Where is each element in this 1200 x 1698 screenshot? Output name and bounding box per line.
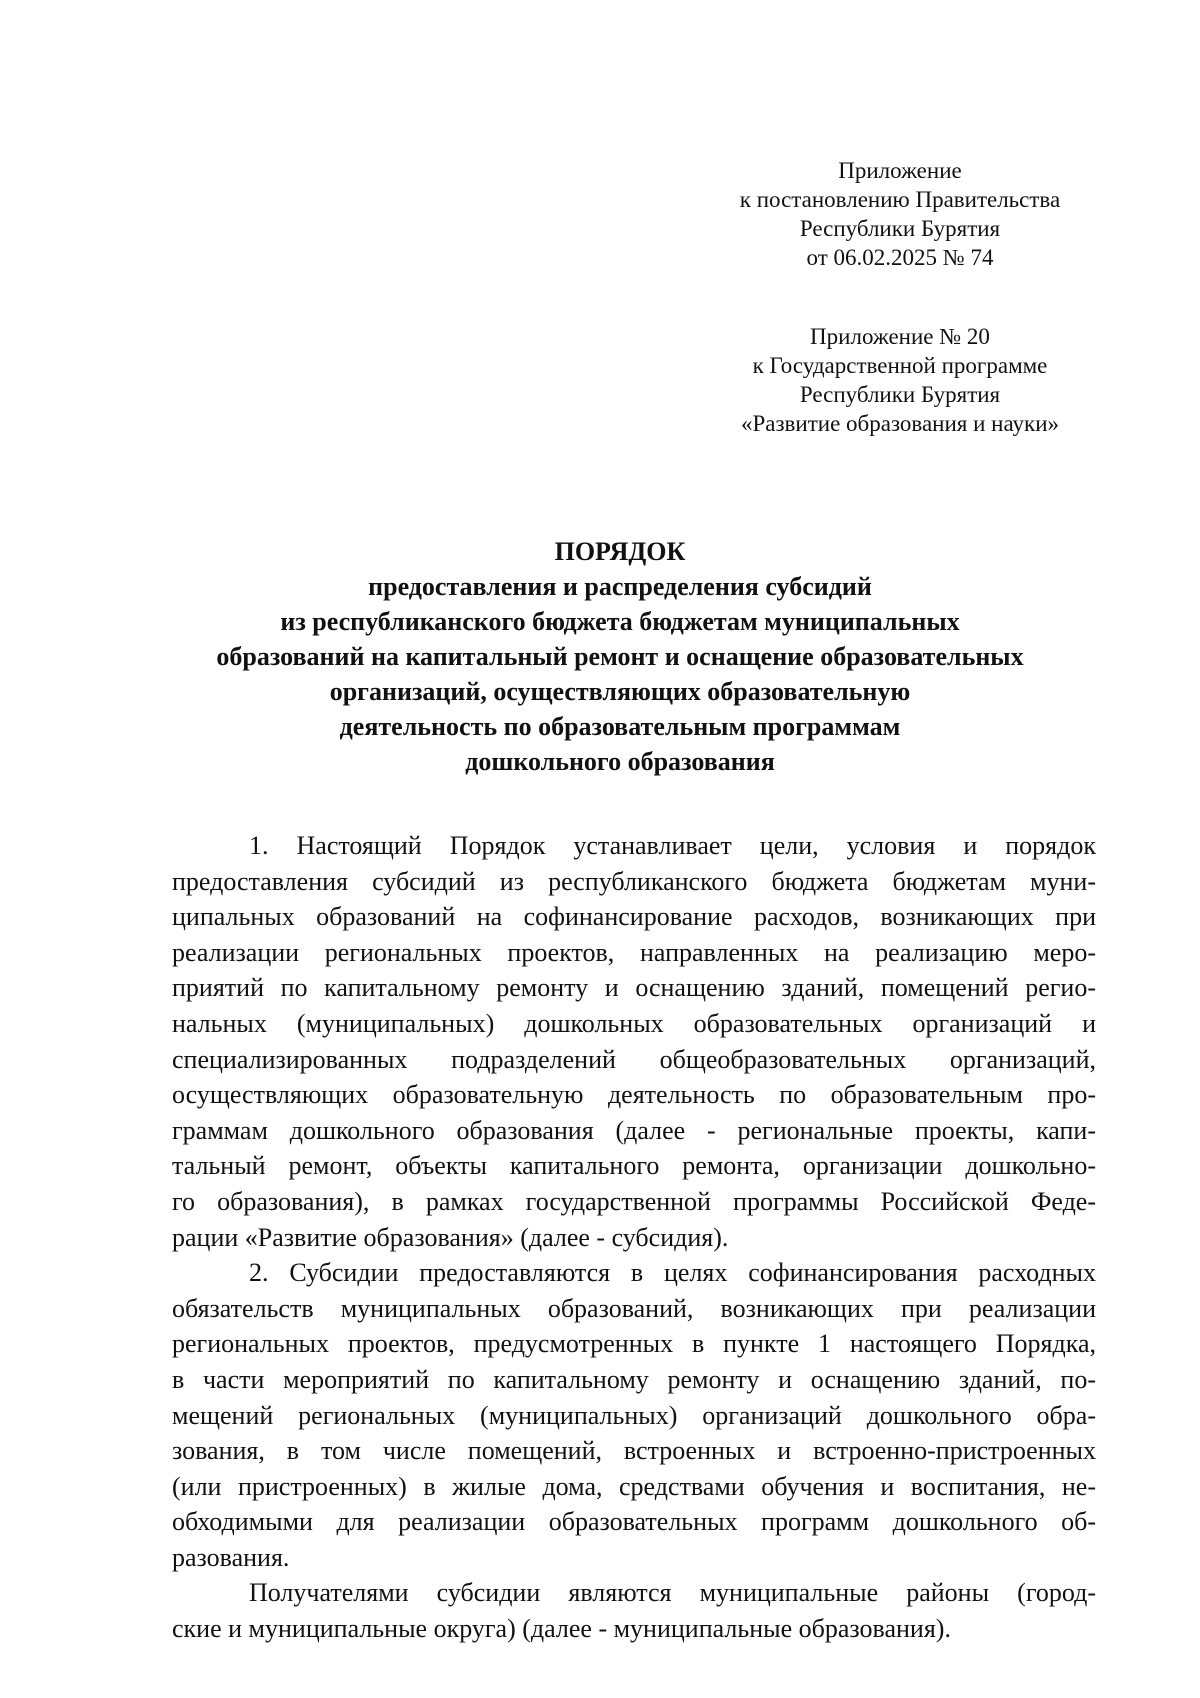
document-title	[130, 534, 1110, 779]
title-subtitle-line: деятельность по образовательным программам	[339, 712, 901, 741]
paragraph-2-line: 2. Субсидии предоставляются в целях софинансирования расходных	[249, 1258, 1096, 1288]
appendix-line: Приложение № 20	[810, 324, 990, 349]
appendix-line: Республики Бурятия	[799, 382, 1001, 407]
paragraph-1-line: предоставления субсидий из республиканского бюджета бюджетам муни-	[172, 866, 1096, 896]
paragraph-1-line: рации «Развитие образования» (далее - субсидия).	[172, 1222, 729, 1252]
title-subtitle-line: организаций, осуществляющих образовательную	[329, 677, 911, 706]
paragraph-1-line: тальный ремонт, объекты капитального ремонта, организации дошкольно-	[172, 1151, 1096, 1181]
paragraph-2-line: разования.	[172, 1542, 290, 1572]
appendix-line: «Развитие образования и науки»	[740, 411, 1060, 436]
appendix-line: от 06.02.2025 № 74	[806, 245, 994, 270]
title-subtitle-line: дошкольного образования	[465, 747, 775, 776]
title-heading: ПОРЯДОК	[554, 537, 686, 566]
paragraph-2-line: (или пристроенных) в жилые дома, средствами обучения и воспитания, не-	[172, 1471, 1096, 1501]
paragraph-2-line: обязательств муниципальных образований, возникающих при реализации	[172, 1293, 1096, 1323]
paragraph-3-line: Получателями субсидии являются муниципальные районы (город-	[249, 1578, 1096, 1608]
appendix-header-resolution	[700, 156, 1100, 272]
paragraph-2-line: зования, в том числе помещений, встроенных и встроенно-пристроенных	[172, 1436, 1096, 1466]
paragraph-1-line: осуществляющих образовательную деятельность по образовательным про-	[172, 1080, 1096, 1110]
paragraph-2-line: региональных проектов, предусмотренных в пункте 1 настоящего Порядка,	[172, 1329, 1096, 1359]
appendix-line: к постановлению Правительства	[739, 187, 1061, 212]
paragraph-1-line: нальных (муниципальных) дошкольных образовательных организаций и	[172, 1008, 1096, 1038]
paragraph-1-line: специализированных подразделений общеобразовательных организаций,	[172, 1044, 1096, 1074]
paragraph-2-line: обходимыми для реализации образовательных программ дошкольного об-	[172, 1507, 1096, 1537]
paragraph-1-line: 1. Настоящий Порядок устанавливает цели, условия и порядок	[249, 831, 1096, 860]
document-body	[172, 828, 1096, 1647]
paragraph-1-line: граммам дошкольного образования (далее - региональные проекты, капи-	[172, 1115, 1096, 1145]
paragraph-3-line: ские и муниципальные округа) (далее - муниципальные образования).	[172, 1614, 951, 1644]
title-subtitle-line: из республиканского бюджета бюджетам муниципальных	[280, 607, 960, 636]
paragraph-1-line: го образования), в рамках государственной программы Российской Феде-	[172, 1186, 1096, 1216]
paragraph-2-line: в части мероприятий по капитальному ремонту и оснащению зданий, по-	[172, 1364, 1096, 1394]
title-subtitle-line: образований на капитальный ремонт и оснащение образовательных	[216, 642, 1024, 671]
appendix-header-program	[700, 322, 1100, 438]
paragraph-1-line: реализации региональных проектов, направленных на реализацию меро-	[172, 937, 1096, 967]
appendix-line: Республики Бурятия	[799, 216, 1001, 241]
paragraph-1-line: ципальных образований на софинансирование расходов, возникающих при	[172, 902, 1096, 932]
paragraph-2-line: мещений региональных (муниципальных) организаций дошкольного обра-	[172, 1400, 1096, 1430]
paragraph-1-line: приятий по капитальному ремонту и оснащению зданий, помещений регио-	[172, 973, 1096, 1003]
title-subtitle-line: предоставления и распределения субсидий	[368, 572, 872, 601]
appendix-line: Приложение	[838, 158, 962, 183]
appendix-line: к Государственной программе	[752, 353, 1048, 378]
